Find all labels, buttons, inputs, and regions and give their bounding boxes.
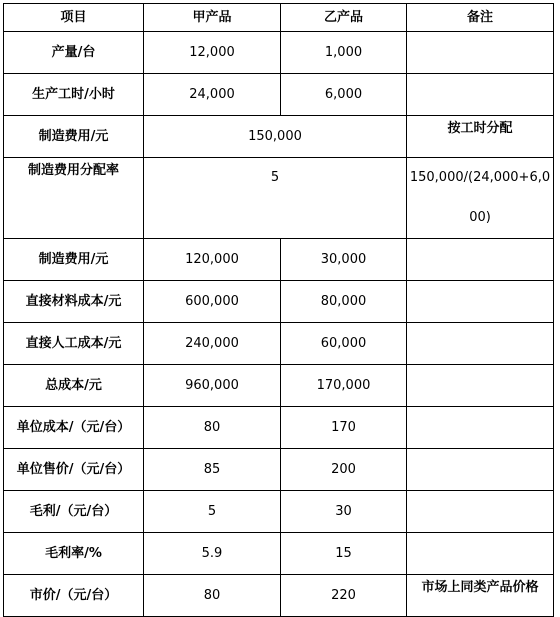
table-row xyxy=(4,533,554,575)
product-b-value: 200 xyxy=(281,449,407,491)
table-row xyxy=(4,365,554,407)
product-a-value: 24,000 xyxy=(144,74,281,116)
row-label: 产量/台 xyxy=(4,32,144,74)
product-b-value: 170,000 xyxy=(281,365,407,407)
note-cell xyxy=(407,491,554,533)
table-row xyxy=(4,449,554,491)
header-note: 备注 xyxy=(407,4,554,32)
table-row xyxy=(4,116,554,158)
product-b-value: 30,000 xyxy=(281,239,407,281)
note-cell xyxy=(407,365,554,407)
row-label: 毛利率/% xyxy=(4,533,144,575)
table-row xyxy=(4,158,554,239)
cost-table xyxy=(3,3,554,617)
note-cell xyxy=(407,281,554,323)
note-cell xyxy=(407,239,554,281)
product-a-value: 600,000 xyxy=(144,281,281,323)
note-cell xyxy=(407,74,554,116)
product-a-value: 5.9 xyxy=(144,533,281,575)
row-label: 制造费用/元 xyxy=(4,116,144,158)
product-a-value: 960,000 xyxy=(144,365,281,407)
row-label: 单位成本/（元/台） xyxy=(4,407,144,449)
product-a-value: 120,000 xyxy=(144,239,281,281)
note-cell xyxy=(407,533,554,575)
row-label: 毛利/（元/台） xyxy=(4,491,144,533)
row-label: 制造费用分配率 xyxy=(4,158,144,239)
note-cell xyxy=(407,32,554,74)
product-a-value: 240,000 xyxy=(144,323,281,365)
table-row xyxy=(4,239,554,281)
row-label: 直接人工成本/元 xyxy=(4,323,144,365)
product-b-value: 170 xyxy=(281,407,407,449)
product-b-value: 30 xyxy=(281,491,407,533)
product-b-value: 220 xyxy=(281,575,407,617)
product-a-value: 12,000 xyxy=(144,32,281,74)
product-b-value: 15 xyxy=(281,533,407,575)
header-item: 项目 xyxy=(4,4,144,32)
header-product-a: 甲产品 xyxy=(144,4,281,32)
table-row xyxy=(4,407,554,449)
product-a-value: 80 xyxy=(144,407,281,449)
row-label: 生产工时/小时 xyxy=(4,74,144,116)
row-label: 直接材料成本/元 xyxy=(4,281,144,323)
note-cell: 按工时分配 xyxy=(407,116,554,158)
product-a-value: 85 xyxy=(144,449,281,491)
table-row xyxy=(4,575,554,617)
table-row xyxy=(4,32,554,74)
table-row xyxy=(4,74,554,116)
header-product-b: 乙产品 xyxy=(281,4,407,32)
table-row xyxy=(4,323,554,365)
note-cell xyxy=(407,323,554,365)
merged-value: 150,000 xyxy=(144,116,407,158)
header-row xyxy=(4,4,554,32)
note-cell xyxy=(407,407,554,449)
table-row xyxy=(4,491,554,533)
row-label: 单位售价/（元/台） xyxy=(4,449,144,491)
merged-value: 5 xyxy=(144,158,407,239)
product-a-value: 80 xyxy=(144,575,281,617)
note-cell: 市场上同类产品价格 xyxy=(407,575,554,617)
product-b-value: 1,000 xyxy=(281,32,407,74)
note-cell xyxy=(407,449,554,491)
product-b-value: 80,000 xyxy=(281,281,407,323)
row-label: 制造费用/元 xyxy=(4,239,144,281)
product-b-value: 6,000 xyxy=(281,74,407,116)
table-row xyxy=(4,281,554,323)
note-cell: 150,000/(24,000+6,000) xyxy=(407,158,554,239)
product-a-value: 5 xyxy=(144,491,281,533)
product-b-value: 60,000 xyxy=(281,323,407,365)
row-label: 市价/（元/台） xyxy=(4,575,144,617)
row-label: 总成本/元 xyxy=(4,365,144,407)
